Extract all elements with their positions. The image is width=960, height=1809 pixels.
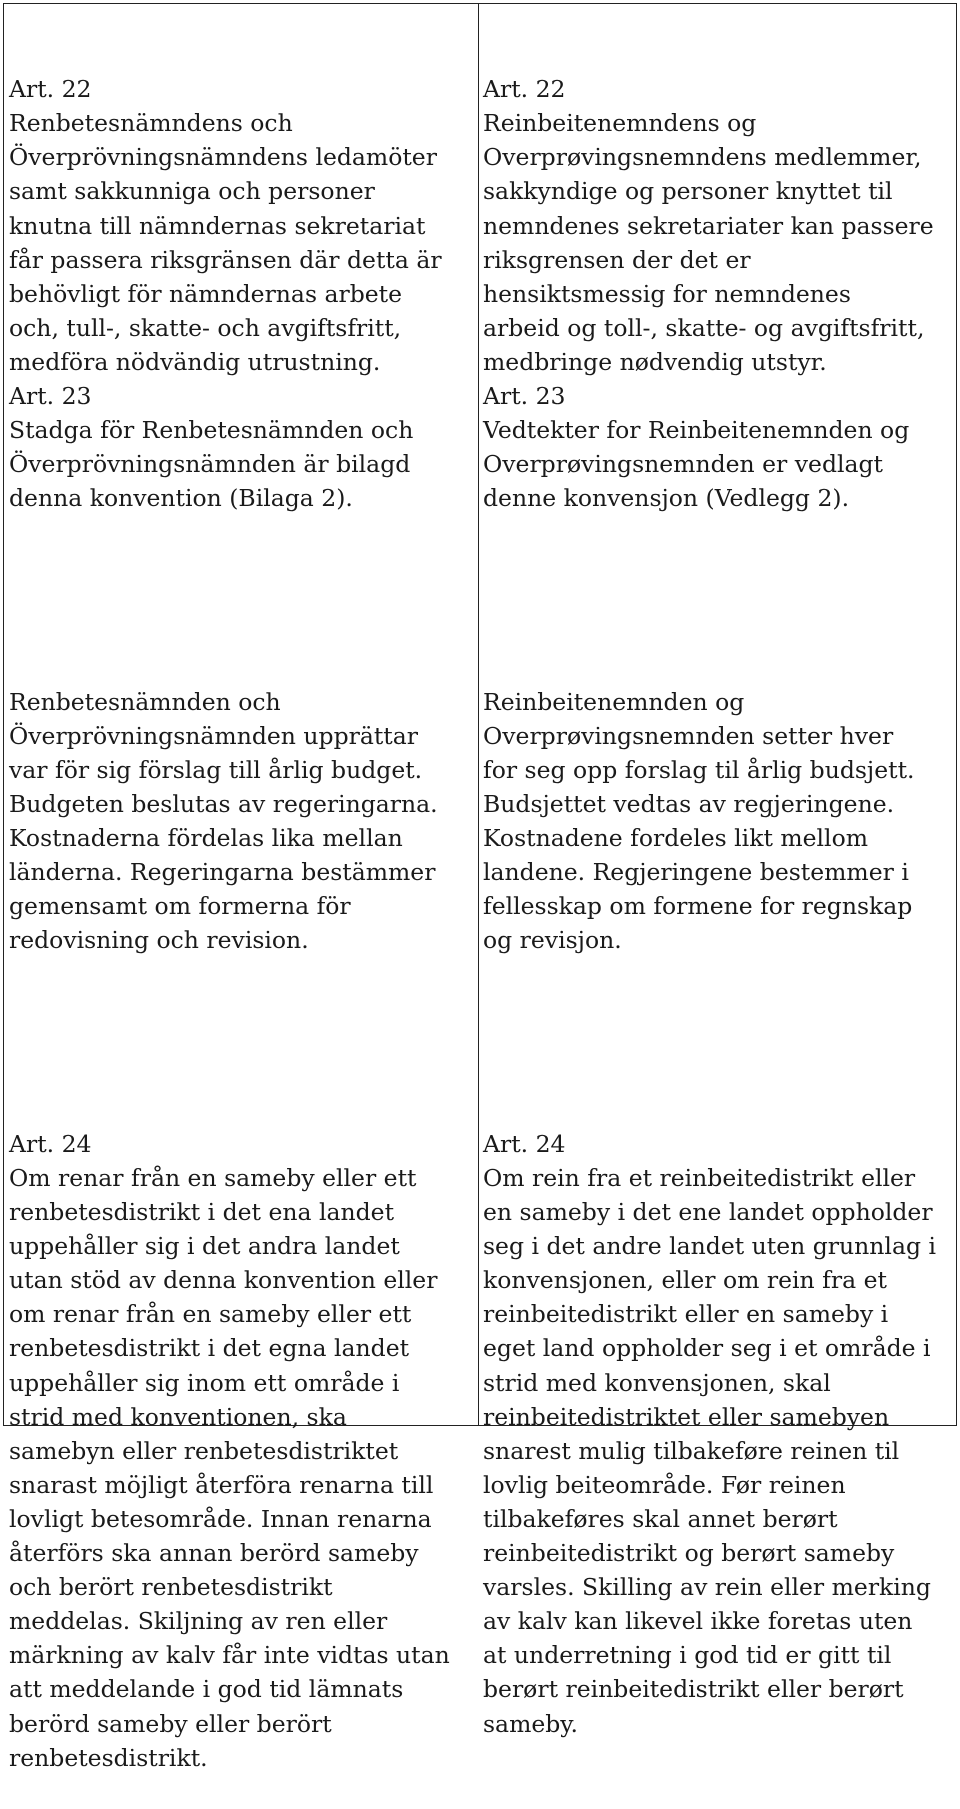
norwegian-block-budget <box>483 685 951 958</box>
text-line: lovligt betesområde. Innan renarna <box>9 1504 432 1533</box>
text-line: knutna till nämndernas sekretariat <box>9 211 426 240</box>
text-line: och berört renbetesdistrikt <box>9 1573 333 1602</box>
text-line: Art. 22 <box>9 75 92 104</box>
text-line: länderna. Regeringarna bestämmer <box>9 858 436 887</box>
text-line: Overprøvingsnemnden setter hver <box>483 721 894 750</box>
text-line: behövligt för nämndernas arbete <box>9 279 403 308</box>
text-line: berørt reinbeitedistrikt eller berørt <box>483 1675 904 1704</box>
text-line: Överprövningsnämndens ledamöter <box>9 143 437 172</box>
text-line: renbetesdistrikt i det ena landet <box>9 1198 395 1227</box>
text-line: denna konvention (Bilaga 2). <box>9 484 353 513</box>
text-line: Kostnadene fordeles likt mellom <box>483 824 869 853</box>
norwegian-block-art22-23 <box>483 72 951 515</box>
text-line: uppehåller sig i det andra landet <box>9 1232 400 1261</box>
text-line: uppehåller sig inom ett område i <box>9 1368 400 1397</box>
text-line: reinbeitedistrikt eller en sameby i <box>483 1300 889 1329</box>
text-line: og revisjon. <box>483 926 622 955</box>
text-line: om renar från en sameby eller ett <box>9 1300 412 1329</box>
text-line: arbeid og toll-, skatte- og avgiftsfritt, <box>483 313 925 342</box>
swedish-block-art22-23 <box>9 72 471 515</box>
text-line: at underretning i god tid er gitt til <box>483 1641 892 1670</box>
text-line: återförs ska annan berörd sameby <box>9 1539 419 1568</box>
text-line: renbetesdistrikt. <box>9 1743 208 1772</box>
text-line: medbringe nødvendig utstyr. <box>483 347 827 376</box>
text-line: att meddelande i god tid lämnats <box>9 1675 404 1704</box>
text-line: Reinbeitenemndens og <box>483 109 757 138</box>
text-line: Kostnaderna fördelas lika mellan <box>9 824 403 853</box>
text-line: och, tull-, skatte- och avgiftsfritt, <box>9 313 402 342</box>
text-line: utan stöd av denna konvention eller <box>9 1266 438 1295</box>
text-line: Art. 24 <box>483 1129 566 1158</box>
swedish-block-budget <box>9 685 471 958</box>
text-line: snarest mulig tilbakeføre reinen til <box>483 1436 900 1465</box>
text-line: var för sig förslag till årlig budget. <box>9 755 423 784</box>
text-line: reinbeitedistriktet eller samebyen <box>483 1402 890 1431</box>
text-line: tilbakeføres skal annet berørt <box>483 1504 838 1533</box>
text-line: Art. 22 <box>483 75 566 104</box>
text-line: varsles. Skilling av rein eller merking <box>483 1573 931 1602</box>
text-line: strid med konvensjonen, skal <box>483 1368 831 1397</box>
text-line: sameby. <box>483 1709 578 1738</box>
text-line: meddelas. Skiljning av ren eller <box>9 1607 388 1636</box>
text-line: Stadga för Renbetesnämnden och <box>9 416 414 445</box>
text-line: Om rein fra et reinbeitedistrikt eller <box>483 1164 916 1192</box>
text-line: gemensamt om formerna för <box>9 892 351 921</box>
paragraph-gap <box>9 584 471 617</box>
text-line: Överprövningsnämnden upprättar <box>9 721 418 750</box>
text-line: Art. 23 <box>483 382 566 411</box>
text-line: medföra nödvändig utrustning. <box>9 347 381 376</box>
text-line: konvensjonen, eller om rein fra et <box>483 1266 887 1295</box>
text-line: samt sakkunniga och personer <box>9 177 375 206</box>
text-line: berörd sameby eller berört <box>9 1709 332 1738</box>
text-line: en sameby i det ene landet oppholder <box>483 1198 933 1227</box>
paragraph-gap <box>483 1026 951 1059</box>
swedish-column <box>9 4 471 1809</box>
text-line: Renbetesnämndens och <box>9 109 293 138</box>
norwegian-column <box>483 4 951 1775</box>
swedish-block-art24 <box>9 1127 471 1775</box>
text-line: renbetesdistrikt i det egna landet <box>9 1334 410 1363</box>
text-line: fellesskap om formene for regnskap <box>483 892 913 921</box>
norwegian-block-art24 <box>483 1127 951 1741</box>
paragraph-gap <box>9 1026 471 1059</box>
text-line: sakkyndige og personer knyttet til <box>483 177 893 206</box>
text-line: Overprøvingsnemnden er vedlagt <box>483 450 884 479</box>
text-line: reinbeitedistrikt og berørt sameby <box>483 1539 895 1568</box>
text-line: eget land oppholder seg i et område i <box>483 1334 931 1363</box>
text-line: nemndenes sekretariater kan passere <box>483 211 934 240</box>
text-line: redovisning och revision. <box>9 926 309 955</box>
text-line: hensiktsmessig for nemndenes <box>483 279 851 308</box>
text-line: av kalv kan likevel ikke foretas uten <box>483 1607 913 1636</box>
text-line: Budsjettet vedtas av regjeringene. <box>483 790 895 819</box>
text-line: denne konvensjon (Vedlegg 2). <box>483 484 850 513</box>
text-line: for seg opp forslag til årlig budsjett. <box>483 755 915 784</box>
text-line: lovlig beiteområde. Før reinen <box>483 1470 846 1499</box>
text-line: Overprøvingsnemndens medlemmer, <box>483 143 922 172</box>
text-line: seg i det andre landet uten grunnlag i <box>483 1232 936 1261</box>
text-line: Överprövningsnämnden är bilagd <box>9 450 411 479</box>
text-line: landene. Regjeringene bestemmer i <box>483 858 909 887</box>
text-line: Art. 23 <box>9 382 92 411</box>
text-line: samebyn eller renbetesdistriktet <box>9 1436 399 1465</box>
text-line: Om renar från en sameby eller ett <box>9 1164 417 1192</box>
column-divider <box>478 4 479 1425</box>
text-line: strid med konventionen, ska <box>9 1402 347 1431</box>
text-line: snarast möjligt återföra renarna till <box>9 1470 434 1499</box>
text-line: Reinbeitenemnden og <box>483 687 745 716</box>
text-line: riksgrensen der det er <box>483 245 751 274</box>
text-line: Vedtekter for Reinbeitenemnden og <box>483 416 910 445</box>
text-line: Budgeten beslutas av regeringarna. <box>9 790 438 819</box>
text-line: märkning av kalv får inte vidtas utan <box>9 1641 450 1670</box>
text-line: får passera riksgränsen där detta är <box>9 245 442 274</box>
paragraph-gap <box>483 584 951 617</box>
text-line: Art. 24 <box>9 1129 92 1158</box>
text-line: Renbetesnämnden och <box>9 687 281 716</box>
